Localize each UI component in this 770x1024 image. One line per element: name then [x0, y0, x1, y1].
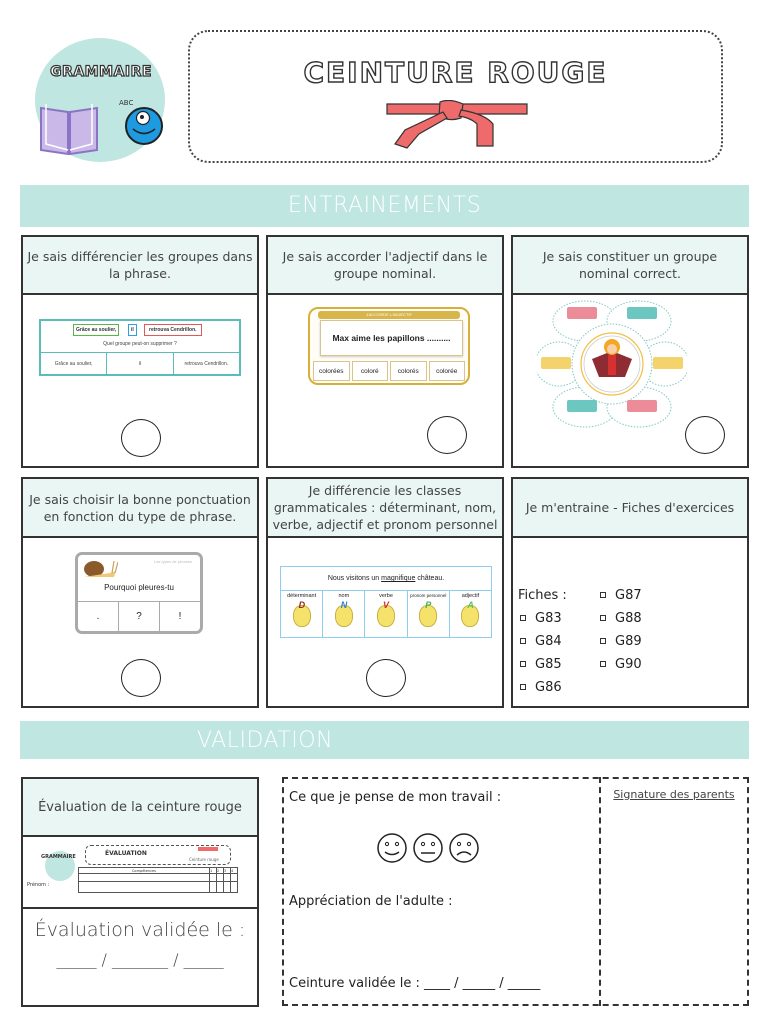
evaluation-date-field[interactable]: _____ / _______ / _____ — [56, 950, 224, 969]
logo-title: GRAMMAIRE — [50, 64, 152, 80]
card-title: Je m'entraine - Fiches d'exercices — [513, 479, 747, 538]
checkbox-icon — [520, 684, 526, 690]
groups-exercise-preview — [39, 319, 241, 376]
class-label: pronom personnel — [410, 593, 447, 598]
sheet-checkbox[interactable] — [598, 655, 678, 673]
parents-signature-area[interactable] — [602, 808, 746, 1004]
sheet-checkbox[interactable] — [598, 609, 678, 627]
book-icon — [38, 100, 100, 156]
option-cell: colorés — [390, 361, 427, 381]
option-cell: colorée — [429, 361, 466, 381]
thumb-belt-icon — [198, 847, 218, 851]
punctuation-exercise-preview — [75, 552, 203, 634]
option-cell: ? — [119, 602, 160, 631]
word-classes-preview — [280, 566, 492, 638]
smiley-rating — [376, 832, 480, 864]
exercise-banner: J'ACCORDE L'ADJECTIF — [318, 311, 460, 319]
thumb-competence-table — [78, 867, 238, 893]
class-letter: P — [425, 600, 432, 610]
thumb-level: 4 — [231, 868, 238, 874]
training-card-exercise-sheets — [511, 477, 749, 708]
thumb-level: 3 — [224, 868, 231, 874]
completion-circle[interactable] — [685, 416, 725, 454]
sheet-label: G85 — [535, 656, 562, 672]
svg-text:ABC: ABC — [119, 99, 134, 107]
class-letter: A — [467, 600, 474, 610]
thumb-logo-text: GRAMMAIRE — [41, 854, 76, 860]
adjective-exercise-preview — [308, 307, 470, 385]
sentence-highlight: magnifique — [381, 575, 416, 582]
self-assessment-label: Ce que je pense de mon travail : — [289, 790, 502, 805]
training-card-adjective — [266, 235, 504, 468]
checkbox-icon — [600, 592, 606, 598]
thumb-belt: Ceinture rouge — [189, 857, 219, 862]
class-cell-noun — [323, 591, 365, 637]
page-title: CEINTURE ROUGE — [303, 56, 608, 89]
sheet-label: G89 — [615, 633, 642, 649]
sad-face-icon[interactable] — [448, 832, 480, 864]
completion-circle[interactable] — [366, 659, 406, 697]
card-label: Les types de phrases — [153, 559, 192, 564]
group-chip-1: Grâce au soulier, — [73, 324, 119, 336]
checkbox-icon — [520, 615, 526, 621]
sheet-label: G87 — [615, 587, 642, 603]
sheet-label: G84 — [535, 633, 562, 649]
thumb-col-header: Compétences — [79, 868, 210, 874]
smiling-ball-icon — [117, 96, 167, 146]
determinant-character-icon — [293, 600, 311, 627]
snail-icon — [82, 557, 118, 579]
option-cell: colorées — [313, 361, 350, 381]
thumb-heading: ÉVALUATION — [105, 850, 147, 857]
pronoun-character-icon — [419, 600, 437, 627]
belt-validated-field[interactable]: Ceinture validée le : ____ / _____ / _____ — [289, 976, 541, 991]
evaluation-sheet-thumbnail — [23, 837, 257, 909]
exercise-sentence: Pourquoi pleures-tu — [104, 583, 174, 592]
flower-noun-group-preview — [537, 299, 687, 429]
sheet-checkbox[interactable] — [518, 609, 598, 627]
sheet-checkbox[interactable] — [518, 678, 598, 696]
sheet-label: G83 — [535, 610, 562, 626]
red-belt-icon — [385, 100, 531, 150]
sheet-checkbox[interactable] — [518, 632, 598, 650]
checkbox-icon — [520, 638, 526, 644]
checkbox-icon — [600, 638, 606, 644]
exercise-sentence: Max aime les papillons .......... — [320, 320, 463, 356]
class-cell-determinant — [281, 591, 323, 637]
checkbox-icon — [600, 661, 606, 667]
class-cell-adjective — [450, 591, 491, 637]
card-title: Je sais accorder l'adjectif dans le groupe nominal. — [268, 237, 502, 295]
fiches-label: Fiches : — [518, 587, 567, 603]
noun-character-icon — [335, 600, 353, 627]
neutral-face-icon[interactable] — [412, 832, 444, 864]
assessment-divider — [599, 777, 601, 1006]
sentence-text: château. — [415, 575, 445, 582]
option-cell: . — [78, 602, 119, 631]
completion-circle[interactable] — [121, 419, 161, 457]
class-letter: V — [383, 600, 390, 610]
sheet-label: G86 — [535, 679, 562, 695]
option-cell: coloré — [352, 361, 389, 381]
class-letter: D — [298, 600, 306, 610]
exercise-sentence — [281, 567, 491, 591]
evaluation-card — [21, 777, 259, 1007]
option-cell: ! — [178, 611, 182, 622]
class-label: verbe — [379, 593, 393, 599]
class-cell-verb — [365, 591, 407, 637]
card-title: Je sais différencier les groupes dans la phrase. — [23, 237, 257, 295]
evaluation-validated — [23, 915, 257, 975]
sheet-label: G90 — [615, 656, 642, 672]
section-band-validation: VALIDATION — [20, 721, 749, 759]
exercise-sheet-list — [518, 586, 678, 696]
group-chip-2: il — [128, 324, 137, 336]
card-title: Évaluation de la ceinture rouge — [23, 779, 257, 837]
thumb-level: 1 — [210, 868, 217, 874]
sentence-text: Nous visitons un — [327, 575, 382, 582]
sheet-checkbox[interactable] — [598, 586, 678, 604]
class-letter: N — [340, 600, 348, 610]
exercise-question: Quel groupe peut-on supprimer ? — [103, 341, 177, 347]
card-title: Je différencie les classes grammaticales : déterminant, nom, verbe, adjectif et pronom personnel — [268, 479, 502, 538]
adult-comment-label: Appréciation de l'adulte : — [289, 894, 453, 909]
completion-circle[interactable] — [121, 659, 161, 697]
completion-circle[interactable] — [427, 416, 467, 454]
evaluation-validated-label: Évaluation validée le : — [34, 919, 246, 941]
class-label: nom — [338, 593, 350, 599]
adjective-character-icon — [461, 600, 479, 627]
training-card-noun-group — [511, 235, 749, 468]
card-title: Je sais choisir la bonne ponctuation en fonction du type de phrase. — [23, 479, 257, 538]
checkbox-icon — [520, 661, 526, 667]
answer-cell: Grâce au soulier, — [41, 353, 107, 374]
card-title: Je sais constituer un groupe nominal correct. — [513, 237, 747, 295]
thumb-name-label: Prénom : — [27, 882, 50, 888]
group-chip-3: retrouva Cendrillon. — [144, 324, 202, 336]
training-card-punctuation — [21, 477, 259, 708]
training-card-word-classes — [266, 477, 504, 708]
class-label: déterminant — [287, 593, 317, 599]
parents-signature-label: Signature des parents — [613, 788, 735, 801]
class-cell-pronoun — [408, 591, 450, 637]
verb-character-icon — [377, 600, 395, 627]
answer-cell: retrouva Cendrillon. — [184, 360, 229, 367]
training-card-groups — [21, 235, 259, 468]
happy-face-icon[interactable] — [376, 832, 408, 864]
checkbox-icon — [600, 615, 606, 621]
class-label: adjectif — [461, 593, 480, 599]
sheet-checkbox[interactable] — [598, 632, 678, 650]
sheet-checkbox[interactable] — [518, 655, 598, 673]
answer-cell: il — [107, 353, 173, 374]
section-band-training: ENTRAINEMENTS — [20, 185, 749, 227]
sheet-label: G88 — [615, 610, 642, 626]
thumb-level: 2 — [217, 868, 224, 874]
